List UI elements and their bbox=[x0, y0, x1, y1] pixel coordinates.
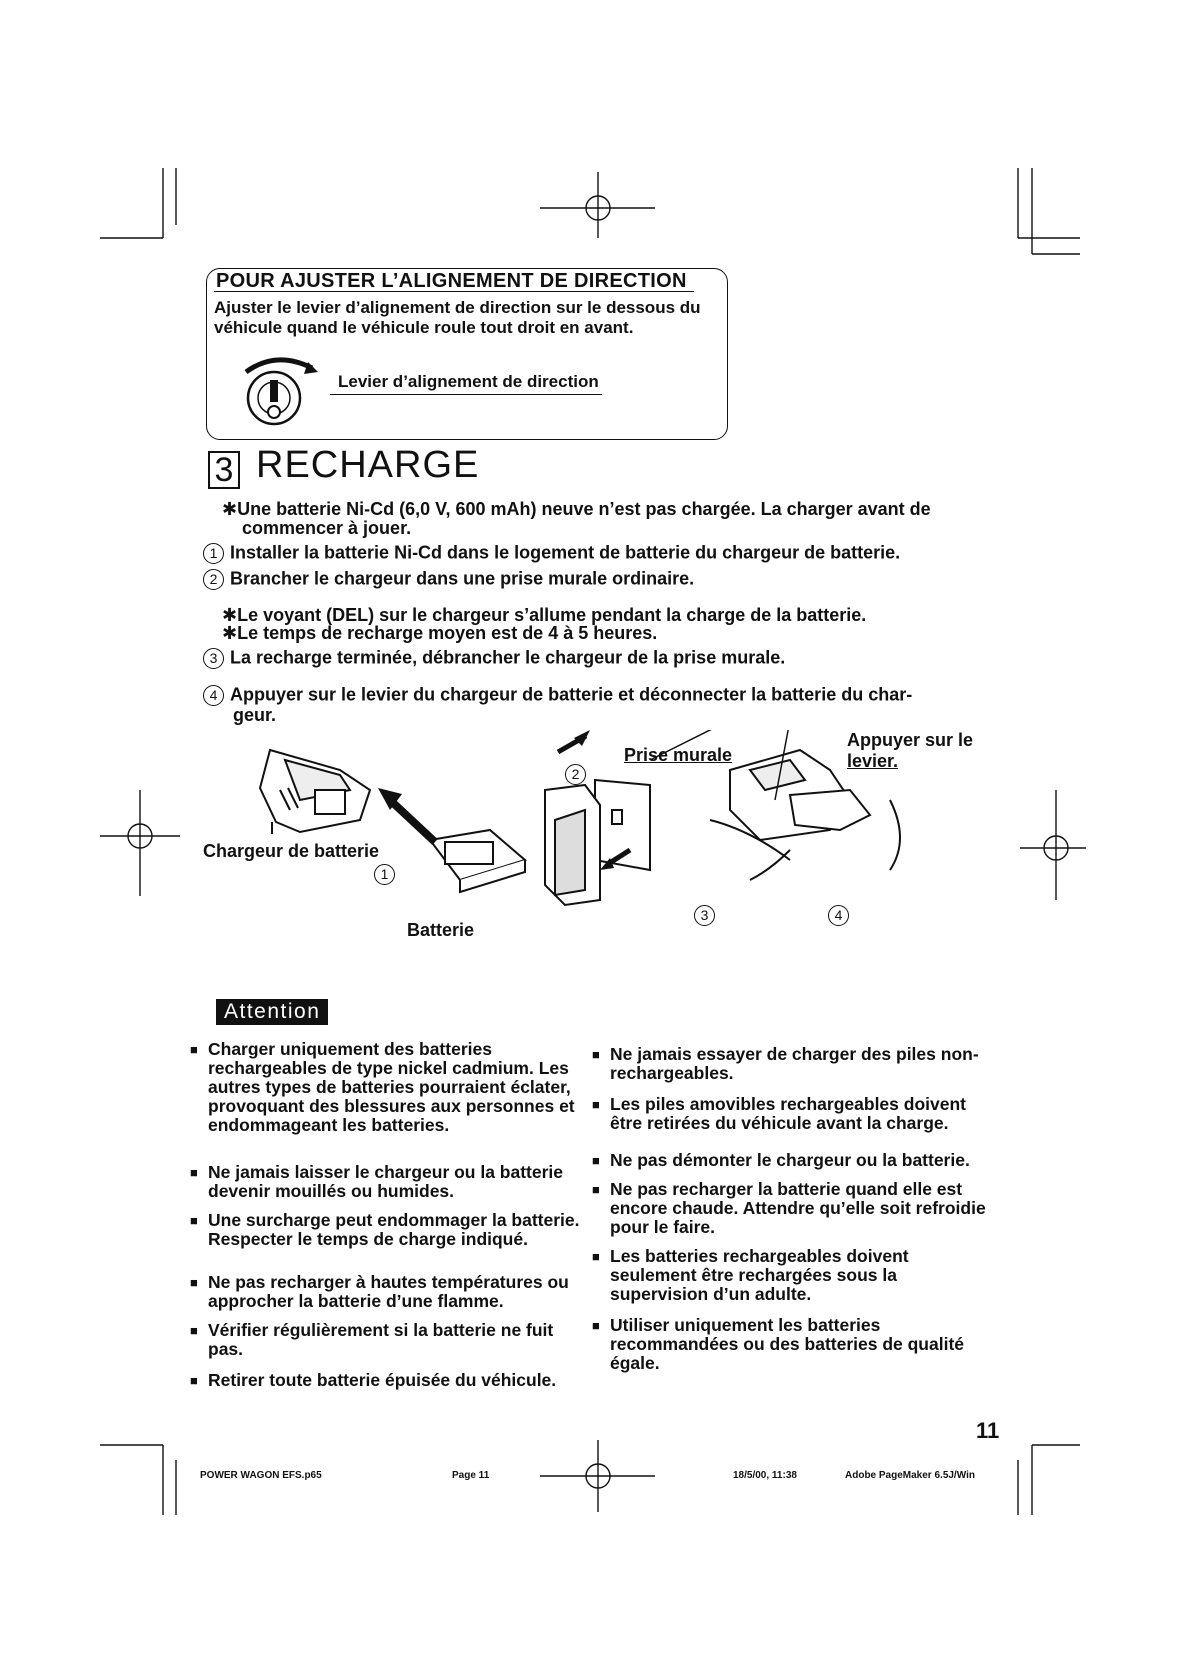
note-new-battery bbox=[222, 500, 1002, 538]
step-text: Brancher le chargeur dans une prise murale ordinaire. bbox=[230, 568, 695, 589]
attention-item: ■ Ne jamais essayer de charger des piles non-rechargeables. bbox=[592, 1045, 987, 1083]
wall-outlet-drawing bbox=[545, 780, 650, 905]
step-1 bbox=[203, 543, 900, 564]
attention-item: ■ Une surcharge peut endommager la batterie. Respecter le temps de charge indiqué. bbox=[190, 1211, 580, 1249]
step-text: La recharge terminée, débrancher le chargeur de la prise murale. bbox=[230, 647, 786, 668]
attention-item: ■ Les batteries rechargeables doivent seulement être rechargées sous la supervision d’un adulte. bbox=[592, 1247, 987, 1304]
attention-item: ■ Utiliser uniquement les batteries recommandées ou des batteries de qualité égale. bbox=[592, 1316, 987, 1373]
press-label-line-1: Appuyer sur le bbox=[847, 730, 974, 750]
footer-page: Page 11 bbox=[452, 1470, 490, 1481]
page-number: 11 bbox=[976, 1418, 1000, 1443]
callout-2: 2 bbox=[565, 764, 586, 785]
step-text: Installer la batterie Ni-Cd dans le logement de batterie du chargeur de batterie. bbox=[230, 542, 901, 563]
attention-item: ■ Ne pas recharger la batterie quand elle est encore chaude. Attendre qu’elle soit refroidie pour le faire. bbox=[592, 1180, 987, 1237]
step-3 bbox=[203, 648, 785, 669]
step-number: 2 bbox=[203, 569, 224, 590]
lever-leader-line bbox=[330, 394, 602, 395]
attention-item: ■ Ne pas démonter le chargeur ou la batterie. bbox=[592, 1151, 987, 1170]
attention-item: ■ Les piles amovibles rechargeables doivent être retirées du véhicule avant la charge. bbox=[592, 1095, 987, 1133]
callout-3: 3 bbox=[694, 905, 715, 926]
step-2 bbox=[203, 569, 694, 590]
note-line-2: commencer à jouer. bbox=[242, 518, 412, 538]
steering-lever-icon bbox=[232, 350, 332, 430]
press-lever-label bbox=[847, 730, 973, 772]
attention-item: ■ Ne pas recharger à hautes températures ou approcher la batterie d’une flamme. bbox=[190, 1273, 580, 1311]
note-led: ✱Le voyant (DEL) sur le chargeur s’allume pendant la charge de la batterie. bbox=[222, 605, 867, 625]
attention-heading: Attention bbox=[216, 999, 328, 1025]
battery-drawing bbox=[430, 830, 525, 892]
title-rule bbox=[214, 291, 694, 292]
callout-1: 1 bbox=[374, 864, 395, 885]
note-line-1: ✱Une batterie Ni-Cd (6,0 V, 600 mAh) neuve n’est pas chargée. La charger avant de bbox=[222, 499, 931, 519]
attention-item: ■ Retirer toute batterie épuisée du véhicule. bbox=[190, 1371, 580, 1390]
section-number: 3 bbox=[208, 451, 240, 489]
step-4 bbox=[203, 685, 1003, 725]
footer-file: POWER WAGON EFS.p65 bbox=[200, 1470, 322, 1481]
step-text-continued: geur. bbox=[233, 705, 277, 725]
outlet-label: Prise murale bbox=[624, 745, 733, 765]
attention-right-column bbox=[592, 1045, 987, 1373]
battery-label: Batterie bbox=[407, 920, 475, 940]
step-number: 1 bbox=[203, 543, 224, 564]
section-title: RECHARGE bbox=[256, 444, 480, 486]
step-number: 3 bbox=[203, 648, 224, 669]
charger-label: Chargeur de batterie bbox=[203, 841, 380, 861]
footer-date: 18/5/00, 11:38 bbox=[733, 1470, 797, 1481]
attention-item: ■ Vérifier régulièrement si la batterie ne fuit pas. bbox=[190, 1321, 580, 1359]
note-charge-time: ✱Le temps de recharge moyen est de 4 à 5 heures. bbox=[222, 623, 658, 643]
step-number: 4 bbox=[203, 685, 224, 706]
lever-label: Levier d’alignement de direction bbox=[338, 372, 599, 391]
callout-4: 4 bbox=[828, 905, 849, 926]
attention-item: ■ Charger uniquement des batteries rechargeables de type nickel cadmium. Les autres types de batteries pourraient éclater, provoquant des blessures aux personnes et endommageant les batteries. bbox=[190, 1040, 580, 1135]
arrow-to-charger bbox=[390, 800, 435, 842]
step-text: Appuyer sur le levier du chargeur de batterie et déconnecter la batterie du char- bbox=[230, 684, 913, 705]
steering-box-title: POUR AJUSTER L’ALIGNEMENT DE DIRECTION bbox=[216, 270, 687, 292]
footer-app: Adobe PageMaker 6.5J/Win bbox=[845, 1470, 975, 1481]
attention-left-column bbox=[190, 1040, 580, 1390]
attention-item: ■ Ne jamais laisser le chargeur ou la batterie devenir mouillés ou humides. bbox=[190, 1163, 580, 1201]
charger-drawing bbox=[260, 750, 370, 834]
steering-box-text: Ajuster le levier d’alignement de direction sur le dessous du véhicule quand le véhicule roule tout droit en avant. bbox=[214, 298, 701, 337]
press-label-line-2: levier. bbox=[847, 751, 899, 771]
